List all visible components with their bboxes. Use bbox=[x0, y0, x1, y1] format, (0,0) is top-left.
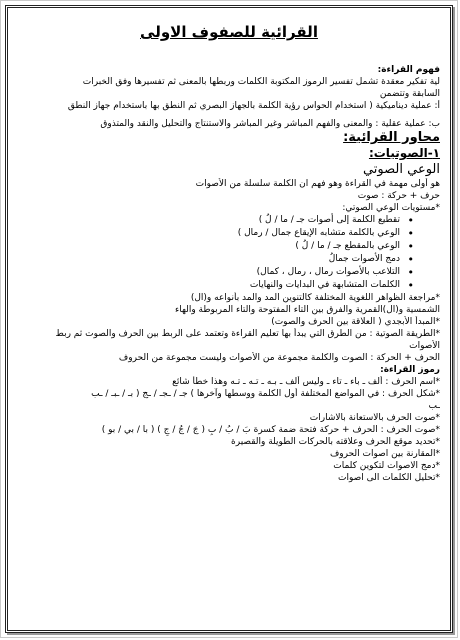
review-line-2: الشمسية و(ال)القمرية والفرق بين التاء المفتوحة والتاء المربوطة والهاء bbox=[174, 305, 440, 315]
symbol-line-1: *اسم الحرف : ألف ـ باء ـ تاء ـ وليس ألف ـ بـه ـ تـه ـ تـه وهذا خطأ شائع bbox=[172, 377, 440, 387]
final-line-3: *تحديد موقع الحرف وعلاقته بالحركات الطويلة والقصيرة bbox=[231, 437, 440, 447]
axes-heading: محاور القرائية: bbox=[343, 130, 440, 145]
document-page bbox=[5, 5, 453, 633]
list-item: • الوعي بالمقطع جـ / ما / لُ ) bbox=[18, 240, 400, 253]
list-item: • تقطيع الكلمة إلى أصوات جـ / ما / لُ ) bbox=[18, 214, 400, 227]
reading-symbols-heading: رموز القراءة: bbox=[380, 365, 440, 375]
document-content bbox=[18, 23, 440, 624]
concept-line-1: لية تفكير معقدة تشمل تفسير الرموز المكتوبة الكلمات وربطها بالمعنى ثم تفسيرها وفق الخبرات bbox=[82, 77, 440, 87]
review-line-1: *مراجعة الظواهر اللغوية المختلفة كالتنوين المد والمد بأنواعه و(ال) bbox=[190, 293, 440, 303]
awareness-definition: هو أولى مهمة في القراءة وهو فهم ان الكلمة سلسلة من الأصوات bbox=[195, 179, 440, 189]
letter-motion-line: الحرف + الحركة : الصوت والكلمة مجموعة من الأصوات وليست مجموعة من الحروف bbox=[118, 353, 440, 363]
concept-heading: فهوم القراءة: bbox=[377, 65, 440, 75]
awareness-heading: الوعي الصوتي bbox=[362, 162, 440, 177]
levels-heading: *مستويات الوعي الصوتي: bbox=[342, 203, 440, 213]
phonetic-method-line-2: الأصوات bbox=[409, 341, 440, 351]
abjad-line: *المبدأ الأبجدي ( العلاقة بين الحرف والصوت) bbox=[271, 317, 440, 327]
levels-list bbox=[18, 214, 440, 292]
final-line-4: *المقارنة بين اصوات الحروف bbox=[329, 449, 440, 459]
final-line-6: *تحليل الكلمات الى اصوات bbox=[337, 473, 440, 483]
concept-line-2: السابقة وتتضمن bbox=[379, 89, 440, 99]
letter-motion-sound: حرف + حركة : صوت bbox=[357, 191, 440, 201]
list-item: • الوعي بالكلمة متشابه الإيقاع جمال / رمال ) bbox=[18, 227, 400, 240]
phonetic-method-line-1: *الطريقة الصوتية : من الطرق التي يبدأ بها تعليم القراءة وتعتمد على الربط بين الحرف والصوت ثم ربط bbox=[55, 329, 440, 339]
concept-line-3: أ: عملية ديناميكية ( استخدام الحواس رؤية الكلمة بالجهاز البصري ثم النطق بها باستخدام جهاز النطق bbox=[67, 101, 440, 111]
final-line-1: *صوت الحرف بالاستعانة بالاشارات bbox=[309, 413, 440, 423]
document-title: القرائية للصفوف الاولى bbox=[140, 23, 318, 41]
mental-process-line: ب: عملية عقلية : والمعنى والفهم المباشر وغير المباشر والاستنتاج والتحليل والنقد والمتذوق bbox=[100, 119, 440, 129]
list-item: • دمج الأصوات جمالُ bbox=[18, 253, 400, 266]
final-line-5: *دمج الاصوات لتكوين كلمات bbox=[333, 461, 440, 471]
final-line-2: *صوت الحرف : الحرف + حركة فتحة ضمة كسرة بَ / بُ / بِ ( جَ / جُ / جِ ) ( با / بي / بو ) bbox=[101, 425, 440, 435]
list-item: • التلاعب بالأصوات رمال ، رمال ، كمال) bbox=[18, 266, 400, 279]
phonetics-heading: ١-الصوتيات: bbox=[368, 146, 440, 160]
list-item: • الكلمات المتشابهة في البدايات والنهايات bbox=[18, 279, 400, 292]
symbol-line-3: ـب bbox=[428, 401, 440, 411]
symbol-line-2: *شكل الحرف : في المواضع المختلفة أول الكلمة ووسطها وآخرها ) جـ / ـجـ / ـج ( بـ / ـبـ / ـب bbox=[91, 389, 440, 399]
